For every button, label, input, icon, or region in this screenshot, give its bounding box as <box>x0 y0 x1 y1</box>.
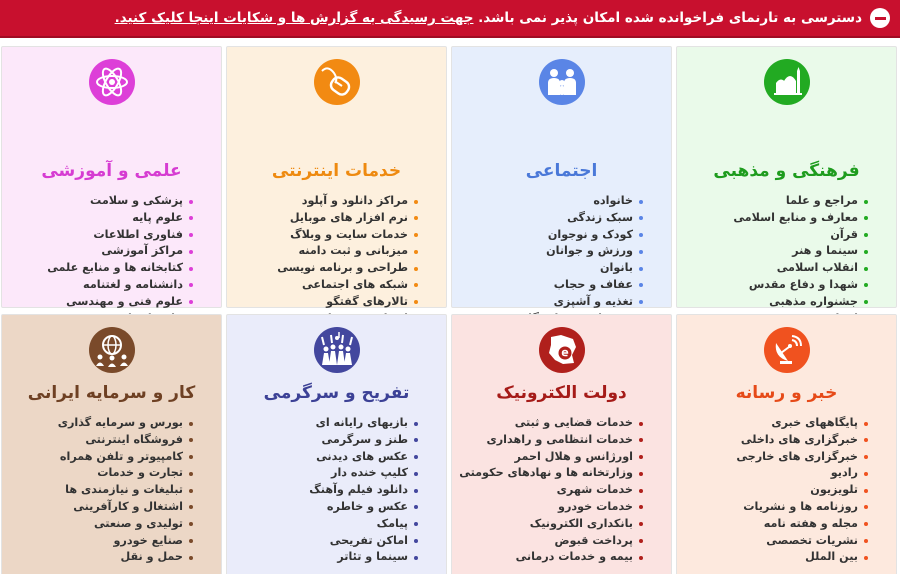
category-link[interactable]: پرداخت قبوض <box>458 533 643 550</box>
access-denied-alert <box>0 0 900 38</box>
category-link[interactable]: روزنامه ها و نشریات <box>683 499 868 516</box>
category-link[interactable]: بانوان <box>458 260 643 277</box>
category-link[interactable]: قرآن <box>683 227 868 244</box>
category-link[interactable]: صنایع خودرو <box>8 533 193 550</box>
category-title[interactable]: دولت الکترونیک <box>496 383 627 403</box>
category-title[interactable]: فرهنگی و مذهبی <box>713 161 860 181</box>
category-link[interactable]: بورس و سرمایه گذاری <box>8 415 193 432</box>
category-link[interactable]: بانکداری الکترونیک <box>458 516 643 533</box>
category-link[interactable]: عکس و خاطره <box>233 499 418 516</box>
category-link[interactable]: کامپیوتر و تلفن همراه <box>8 449 193 466</box>
category-link[interactable]: وزارتخانه ها و نهادهای حکومتی <box>458 465 643 482</box>
category-link[interactable]: خدمات شهری <box>458 482 643 499</box>
category-link[interactable]: دانشنامه و لغتنامه <box>8 277 193 294</box>
category-link[interactable]: خدمات انتظامی و راهداری <box>458 432 643 449</box>
category-link[interactable]: معارف و منابع اسلامی <box>683 210 868 227</box>
satellite-dish-icon[interactable] <box>764 327 810 373</box>
globe-people-icon[interactable] <box>89 327 135 373</box>
category-card-entertainment <box>226 314 447 574</box>
category-link[interactable]: تالارهای گفتگو <box>233 294 418 311</box>
category-link-list <box>458 415 643 566</box>
category-link[interactable]: شهدا و دفاع مقدس <box>683 277 868 294</box>
mosque-icon[interactable] <box>764 59 810 105</box>
category-link[interactable]: بازیهای رایانه ای <box>233 415 418 432</box>
category-link[interactable]: نرم افزار های موبایل <box>233 210 418 227</box>
category-link[interactable]: تولیدی و صنعتی <box>8 516 193 533</box>
category-title[interactable]: علمی و آموزشی <box>41 161 182 181</box>
category-link[interactable]: خبرگزاری های خارجی <box>683 449 868 466</box>
category-link[interactable]: عکس های دیدنی <box>233 449 418 466</box>
category-link[interactable]: سینما و هنر <box>683 243 868 260</box>
iran-e-gov-icon[interactable] <box>539 327 585 373</box>
category-link[interactable]: مراکز آموزشی <box>8 243 193 260</box>
category-link[interactable]: میزبانی و ثبت دامنه <box>233 243 418 260</box>
category-link[interactable]: خبرگزاری های داخلی <box>683 432 868 449</box>
atom-icon[interactable] <box>89 59 135 105</box>
category-card-cultural <box>676 46 897 308</box>
category-link[interactable]: طراحی و برنامه نویسی <box>233 260 418 277</box>
category-link[interactable]: انقلاب اسلامی <box>683 260 868 277</box>
category-link[interactable]: تلویزیون <box>683 482 868 499</box>
category-link[interactable]: دانلود فیلم وآهنگ <box>233 482 418 499</box>
category-title[interactable]: کار و سرمایه ایرانی <box>27 383 196 403</box>
category-link[interactable]: تجارت و خدمات <box>8 465 193 482</box>
category-link[interactable]: کلیپ خنده دار <box>233 465 418 482</box>
category-link-list <box>8 415 193 566</box>
family-icon[interactable] <box>539 59 585 105</box>
category-link[interactable]: سبک زندگی <box>458 210 643 227</box>
category-link[interactable]: فناوری اطلاعات <box>8 227 193 244</box>
category-link[interactable]: حمل و نقل <box>8 549 193 566</box>
category-link[interactable]: خانواده <box>458 193 643 210</box>
category-link[interactable]: تبلیغات و نیازمندی ها <box>8 482 193 499</box>
category-title[interactable]: تفریح و سرگرمی <box>263 383 410 403</box>
category-link[interactable]: بین الملل <box>683 549 868 566</box>
category-card-news <box>676 314 897 574</box>
category-link[interactable]: بیمه و خدمات درمانی <box>458 549 643 566</box>
category-link-list <box>683 415 868 566</box>
category-link[interactable]: خدمات خودرو <box>458 499 643 516</box>
complaint-link[interactable]: جهت رسیدگی به گزارش ها و شکایات اینجا کلیک کنید. <box>114 10 474 26</box>
category-title[interactable]: خدمات اینترنتی <box>271 161 402 181</box>
category-link-list <box>233 415 418 566</box>
category-link[interactable]: تغذیه و آشپزی <box>458 294 643 311</box>
category-link[interactable]: اورژانس و هلال احمر <box>458 449 643 466</box>
alert-text: دسترسی به تارنمای فراخوانده شده امکان پذیر نمی باشد. <box>478 10 862 26</box>
category-link[interactable]: علوم پایه <box>8 210 193 227</box>
category-link[interactable]: نشریات تخصصی <box>683 533 868 550</box>
category-link[interactable]: خدمات سایت و وبلاگ <box>233 227 418 244</box>
category-link[interactable]: کتابخانه ها و منابع علمی <box>8 260 193 277</box>
category-link[interactable]: خدمات قضایی و ثبتی <box>458 415 643 432</box>
category-link[interactable]: ورزش و جوانان <box>458 243 643 260</box>
category-card-e-government <box>451 314 672 574</box>
category-card-internet-services <box>226 46 447 308</box>
category-card-social <box>451 46 672 308</box>
category-link[interactable]: سینما و تئاتر <box>233 549 418 566</box>
category-link[interactable]: مجله و هفته نامه <box>683 516 868 533</box>
crowd-music-icon[interactable] <box>314 327 360 373</box>
category-link[interactable]: علوم فنی و مهندسی <box>8 294 193 311</box>
category-card-scientific <box>1 46 222 308</box>
category-link[interactable]: رادیو <box>683 465 868 482</box>
category-link[interactable]: کودک و نوجوان <box>458 227 643 244</box>
category-link[interactable]: اشتغال و کارآفرینی <box>8 499 193 516</box>
category-link[interactable]: فروشگاه اینترنتی <box>8 432 193 449</box>
minus-circle-icon <box>870 8 890 28</box>
category-link[interactable]: پزشکی و سلامت <box>8 193 193 210</box>
category-link[interactable]: مراجع و علما <box>683 193 868 210</box>
category-link[interactable]: شبکه های اجتماعی <box>233 277 418 294</box>
category-card-business <box>1 314 222 574</box>
mouse-icon[interactable] <box>314 59 360 105</box>
category-link[interactable]: جشنواره مذهبی <box>683 294 868 311</box>
category-title[interactable]: اجتماعی <box>525 161 598 181</box>
category-link[interactable]: پیامک <box>233 516 418 533</box>
alert-message <box>115 10 862 26</box>
category-link[interactable]: پایگاههای خبری <box>683 415 868 432</box>
category-link[interactable]: اماکن تفریحی <box>233 533 418 550</box>
category-link[interactable]: مراکز دانلود و آپلود <box>233 193 418 210</box>
category-link[interactable]: عفاف و حجاب <box>458 277 643 294</box>
category-link[interactable]: طنز و سرگرمی <box>233 432 418 449</box>
category-title[interactable]: خبر و رسانه <box>735 383 838 403</box>
